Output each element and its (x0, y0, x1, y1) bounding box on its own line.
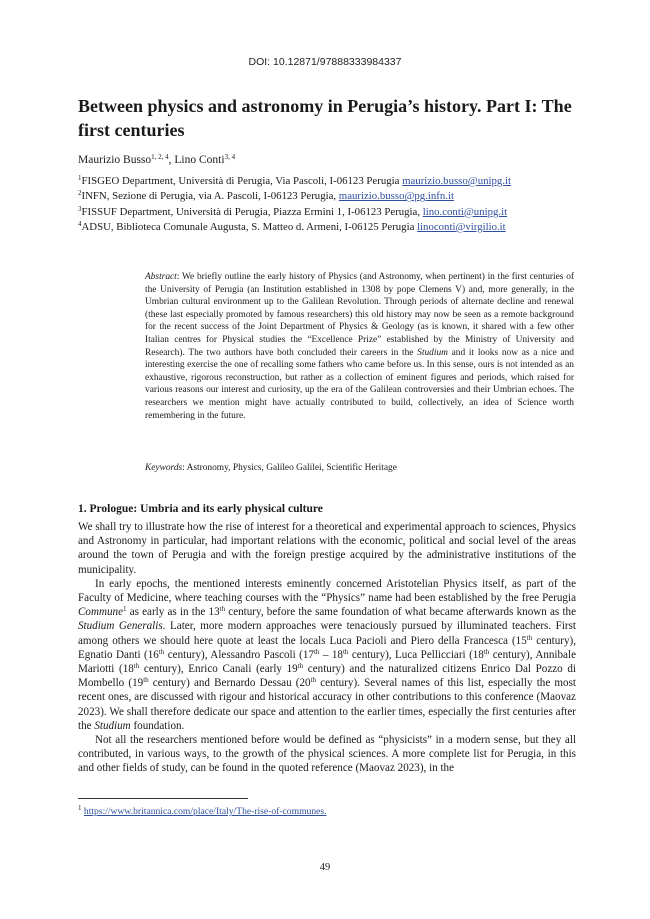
affiliation-line (78, 174, 598, 189)
abstract-text: and it looks now as a nice and interesting exercise the one of recalling some fathers who came before us. In this sense, ours is not intended as an exhaustive, rigorous reconstruction, but rather as a collection of eminent figures and periods, which raised for various reasons our interest and curiosity, up the era of the Galilean controversies and their Umbrian echoes. The researchers we mention might have actually contributed to build, collectively, an idea of Science worth remembering in the future. (145, 347, 574, 421)
text-run: century), Luca Pellicciari (18 (348, 648, 484, 661)
affiliation-line (78, 220, 598, 235)
text-run: century). Several names of this list, especially the most recent ones, are discussed with rigour and historical accuracy in other contributions to this conference (Maovaz 2023). We shall therefore dedicate our space and attention to the earlier times, especially the first centuries after the (78, 677, 576, 732)
page-number: 49 (319, 862, 331, 873)
ordinal-suffix: th (342, 647, 349, 656)
affiliation-number: 3 (78, 204, 82, 213)
ordinal-suffix: th (526, 633, 533, 642)
ordinal-suffix: th (133, 662, 140, 671)
ordinal-suffix: th (313, 647, 320, 656)
keywords-text: : Astronomy, Physics, Galileo Galilei, Scientific Heritage (182, 463, 397, 473)
email-link[interactable]: maurizio.busso@unipg.it (402, 175, 512, 187)
ordinal-suffix: th (219, 605, 226, 614)
paragraph: Not all the researchers mentioned before would be defined as “physicists” in a modern sense, but they all contributed, in various ways, to the growth of the physical sciences. A more complete list for Perugia, in this and other fields of study, can be found in the quoted reference (Maovaz 2023), in the (78, 734, 576, 775)
text-run: century), Alessandro Pascoli (17 (164, 648, 314, 661)
abstract-studium: Studium (417, 347, 448, 358)
abstract-label: Abstract (145, 272, 177, 282)
italic-term: Studium (94, 719, 131, 732)
paragraph: We shall try to illustrate how the rise of interest for a theoretical and experimental approach to sciences, Physics and Astronomy in particular, had important relations with the economic, political and social level of the areas around the town of Perugia and with the foreign prestige acquired by the administrative institutions of the municipality. (78, 521, 576, 576)
text-run: . Later, more modern approaches were tenaciously pursued by illuminated teachers. First among others we should here quote at least the locals Luca Pacioli and Piero della Francesca (15 (78, 620, 577, 647)
ordinal-suffix: th (483, 647, 490, 656)
affiliation-text: FISGEO Department, Università di Perugia, Via Pascoli, I-06123 Perugia (81, 175, 403, 187)
affiliation-line (78, 189, 598, 204)
author-affiliation-ref: 1, 2, 4 (151, 153, 169, 161)
author-list (78, 154, 235, 166)
affiliation-text: INFN, Sezione di Perugia, via A. Pascoli, I-06123 Perugia, (81, 190, 339, 203)
text-run: as early as in the 13 (126, 606, 220, 619)
footnote-number: 1 (78, 804, 82, 812)
author-name: Lino Conti (174, 154, 225, 166)
text-run: century) and the naturalized citizens Enrico Dal Pozzo di Mombello (19 (78, 663, 576, 690)
affiliation-number: 4 (78, 219, 82, 228)
text-run: century) and Bernardo Dessau (20 (148, 677, 311, 690)
text-run: foundation. (130, 719, 185, 732)
paper-title: Between physics and astronomy in Perugia’s history. Part I: The first centuries (78, 96, 572, 140)
abstract (145, 271, 574, 422)
text-run: century), Annibale Mariotti (18 (78, 648, 576, 676)
text-run: – 18 (319, 648, 343, 661)
affiliation-list (78, 174, 598, 235)
affiliation-number: 2 (78, 189, 82, 198)
footnote (78, 806, 327, 817)
text-run: century), Enrico Canali (early 19 (139, 663, 298, 676)
email-link[interactable]: linoconti@virgilio.it (417, 220, 506, 233)
footnote-divider (78, 798, 248, 799)
affiliation-number: 1 (78, 174, 82, 182)
author-separator: , (168, 154, 175, 166)
paragraph (78, 577, 576, 733)
affiliation-text: ADSU, Biblioteca Comunale Augusta, S. Matteo d. Armeni, I-06125 Perugia (81, 220, 418, 233)
email-link[interactable]: maurizio.busso@pg.infn.it (338, 190, 454, 203)
email-link[interactable]: lino.conti@unipg.it (422, 205, 508, 218)
text-run: century), Egnatio Danti (16 (78, 634, 576, 661)
text-run: century, before the same foundation of what became afterwards known as the (225, 606, 576, 619)
ordinal-suffix: th (143, 676, 149, 685)
ordinal-suffix: th (310, 676, 317, 685)
abstract-text: : We briefly outline the early history of Physics (and Astronomy, when pertinent) in the first centuries of the University of Perugia (an Institution established in 1308 by pope Clemens V) and, more generally, in the Umbrian cultural environment up to the Galilean Revolution. Through periods of alternate decline and renewal (these last especially promoted by famous researchers) this old history may now be seen as a remote background for the recent success of the Joint Department of Physics & Geology (as is known, it shared with a few other Italian centres for Physical studies the “Excellence Prize” established by the Ministry of University and Research). The two authors have both concluded their careers in the (145, 272, 574, 358)
footnote-link[interactable]: https://www.britannica.com/place/Italy/The-rise-of-communes. (83, 806, 327, 817)
italic-term: Studium Generalis (78, 620, 163, 633)
italic-term: Commune (78, 606, 123, 619)
text-run: In early epochs, the mentioned interests eminently concerned Aristotelian Physics itself, as part of the Faculty of Medicine, where teaching courses with the “Physics” name had been established by the free Perugia (78, 577, 576, 605)
author-affiliation-ref: 3, 4 (224, 153, 236, 161)
affiliation-line (78, 205, 598, 220)
section-heading: 1. Prologue: Umbria and its early physical culture (78, 503, 323, 515)
keywords (145, 463, 574, 473)
author-name: Maurizio Busso (78, 154, 152, 166)
ordinal-suffix: th (158, 647, 165, 656)
ordinal-suffix: th (297, 662, 304, 671)
doi-header: DOI: 10.12871/97888333984337 (248, 56, 402, 68)
body-text (78, 520, 576, 776)
keywords-label: Keywords (145, 463, 183, 473)
affiliation-text: FISSUF Department, Università di Perugia, Piazza Ermini 1, I-06123 Perugia, (81, 205, 423, 218)
footnote-ref[interactable]: 1 (123, 605, 127, 614)
